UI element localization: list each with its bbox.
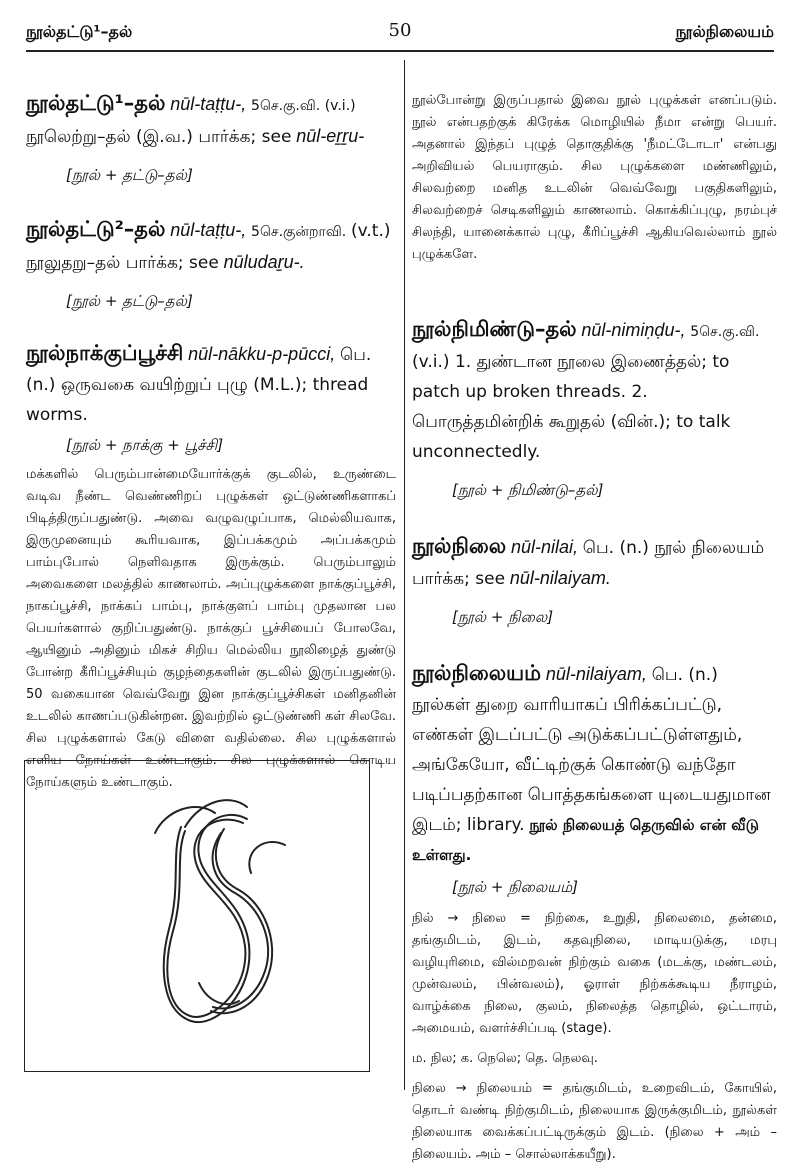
entry-nul-nilaiyam — [412, 658, 777, 1166]
headword: நூல்நாக்குப்பூச்சி — [26, 341, 184, 365]
derivation-note: நில் → நிலை = நிற்கை, உறுதி, நிலைமை, தன்மை, தங்குமிடம், இடம், கதவுநிலை, மாடியடுக்கு, மரபு வழியுரிமை, வில்மறவன் நிற்கும் வகை (மடக்கு, மண்டலம், முன்வலம், பின்வலம்), ஓராள் நிற்கக்கூடிய நீராழம், வாழ்க்கை நிலை, குலம், நிலைத்த தொழில், ஒட்டாரம், அமையம், வளர்ச்சிப்படி (stage). — [412, 911, 777, 1036]
etymology: [நூல் + நிமிண்டு–தல்] — [452, 481, 604, 499]
right-column — [412, 60, 777, 1162]
grammar-tag: 5செ.கு.வி. — [690, 324, 760, 340]
headword: நூல்நிலை — [412, 534, 507, 558]
column-divider — [404, 60, 405, 1090]
headword: நூல்தட்டு¹–தல் — [26, 91, 166, 115]
etymology: [நூல் + நிலையம்] — [452, 878, 579, 896]
explanatory-note: மக்களில் பெரும்பான்மையோர்க்குக் குடலில், உருண்டை வடிவ நீண்ட வெண்ணிறப் புழுக்கள் ஒட்டுண்ணிகளாகப் பிடித்திருப்பதுண்டு. அவை வழுவழுப்பாக, மெல்லியவாக, இருமுனையும் கூரியவாக, இப்பக்கமும் அப்பக்கமும் பாம்புபோல் நெளிவதாக இருக்கும். பெரும்பாலும் அவைகளை மலத்தில் காணலாம். அப்புழுக்களை நாக்குப்பூச்சி, நாகப்பூச்சி, நாக்கப் பாம்பு, நாக்குளப் பாம்பு முதலான பல பெயர்களால் குறிப்பதுண்டு. நாக்குப் பூச்சியைப் போலவே, ஆயினும் அதினும் மிகச் சிறிய மெல்லிய நூலிழைத் துண்டு போன்ற கீரிப்பூச்சியும் குழந்தைகளின் குடலில் இருப்பதுண்டு. 50 வகையான வெவ்வேறு இன நாக்குப்பூச்சிகள் மனிதனின் உடலில் காணப்படுகின்றன. இவற்றில் ஒட்டுண்ணி கள் சிலவே. சில புழுக்களால் கேடு விளை வதில்லை. சில புழுக்களால் எளிய நோய்கள் உண்டாகும். சில புழுக்களால் கொடிய நோய்களும் உண்டாகும். — [26, 467, 396, 790]
entry-nul-nilai — [412, 531, 777, 628]
header-right-guide-word: நூல்நிலையம் — [675, 22, 774, 41]
page-number: 50 — [388, 20, 412, 41]
transliteration: nūl-nilai, — [510, 537, 578, 557]
definition: நூலெற்று–தல் (இ.வ.) பார்க்க; see — [26, 127, 292, 147]
headword: நூல்நிலையம் — [412, 661, 542, 685]
page-header — [26, 10, 774, 52]
entry-nul-tattu-2 — [26, 214, 396, 312]
continued-note-text: நூல்போன்று இருப்பதால் இவை நூல் புழுக்கள் எனப்படும். நூல் என்பதற்குக் கிரேக்க மொழியில் நீமா என்று பெயர். அதனால் இந்தப் புழுத் தொகுதிக்கு 'நீமட்டோடா' என்பது அறிவியல் பெயராகும். சில புழுக்களை மண்ணிலும், சிலவற்றை மனித உடலின் வெவ்வேறு பகுதிகளிலும், சிலவற்றைச் செடிகளிலும் காணலாம். கொக்கிப்புழு, நரம்புச் சிலந்தி, யானைக்கால் புழு, கீரிப்பூச்சி ஆகியவெல்லாம் நூல் புழுக்களே. — [412, 93, 777, 262]
definition-transliteration: nūludaṟu-. — [223, 252, 305, 272]
definition-transliteration: nūl-eṟṟu- — [296, 126, 365, 146]
etymology: [நூல் + நாக்கு + பூச்சி] — [66, 436, 224, 454]
grammar-tag: 5செ.கு.வி. (v.i.) — [251, 98, 356, 114]
transliteration: nūl-nākku-p-pūcci, — [188, 344, 336, 364]
etymology: [நூல் + நிலை] — [452, 608, 554, 626]
usage-example: நூல் நிலையத் தெருவில் என் வீடு உள்ளது. — [412, 816, 759, 864]
headword: நூல்நிமிண்டு–தல் — [412, 317, 577, 341]
entry-nul-tattu-1 — [26, 88, 396, 186]
continued-note — [412, 90, 777, 266]
headword: நூல்தட்டு²–தல் — [26, 217, 166, 241]
transliteration: nūl-nilaiyam, — [545, 664, 647, 684]
definition-transliteration: nūl-nilaiyam. — [509, 568, 611, 588]
definition: (v.i.) 1. துண்டான நூலை இணைத்தல்; to patch up broken threads. 2. பொருத்தமின்றிக் கூறுதல் (வின்.); to talk unconnectedly. — [412, 352, 731, 462]
transliteration: nūl-taṭṭu-, — [170, 94, 247, 114]
derivation-note-2: நிலை → நிலையம் = தங்குமிடம், உறைவிடம், கோயில், தொடர் வண்டி நிற்குமிடம், நிலையாக இருக்குமிடம், நூல்கள் நிலையாக வைக்கப்பட்டிருக்கும் இடம். (நிலை + அம் – நிலையம். அம் – சொல்லாக்கயீறு). — [412, 1081, 777, 1162]
definition: பெ. (n.) ஒருவகை வயிற்றுப் புழு (M.L.); thread worms. — [26, 345, 372, 425]
thread-worm-drawing — [25, 761, 371, 1073]
cognates-note: ம. நில; க. நெலெ; தெ. நெலவு. — [412, 1051, 598, 1066]
entry-nul-nakku-p-pucci — [26, 338, 396, 794]
etymology: [நூல் + தட்டு–தல்] — [66, 166, 193, 184]
definition: பெ. (n.) நூல்கள் துறை வாரியாகப் பிரிக்கப்பட்டு, எண்கள் இடப்பட்டு அடுக்கப்பட்டுள்ளதும், அங்கேயோ, வீட்டிற்குக் கொண்டு வந்தோ படிப்பதற்கான பொத்தகங்களை யுடையதுமான இடம்; library. — [412, 665, 771, 835]
grammar-tag: 5செ.குன்றாவி. — [251, 224, 347, 240]
transliteration: nūl-nimiṇḍu-, — [581, 320, 686, 340]
worm-illustration — [24, 760, 370, 1072]
definition: (v.t.) நூலுதறு–தல் பார்க்க; see — [26, 221, 391, 273]
header-left-guide-word: நூல்தட்டு¹–தல் — [26, 22, 133, 41]
transliteration: nūl-taṭṭu-, — [170, 220, 247, 240]
entry-nul-nimindu — [412, 314, 777, 501]
etymology: [நூல் + தட்டு–தல்] — [66, 292, 193, 310]
definition: பெ. (n.) நூல் நிலையம் பார்க்க; see — [412, 538, 765, 589]
